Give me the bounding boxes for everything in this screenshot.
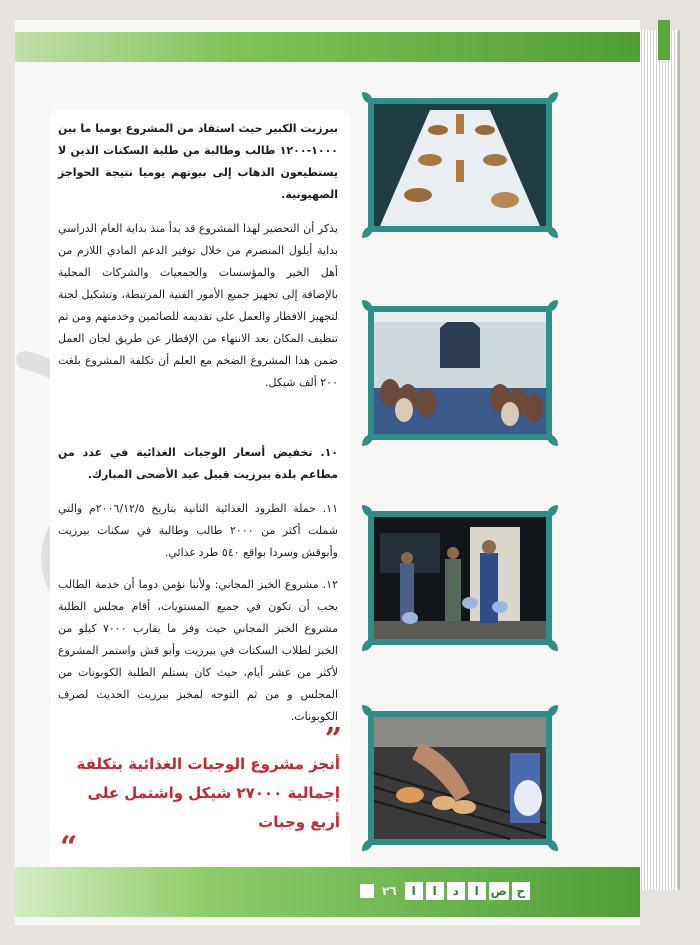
article-paragraph: يذكر أن التحضير لهذا المشروع قد بدأ منذ بداية العام الدراسي بداية أيلول المنصرم من خلال توفير الدعم المادي اللازم من أهل الخير والمؤسسات والجمعيات والشركات المحلية بالإضافة إلى تجهيز جميع الأمور الفنية المرتبطة، وتشكيل لجنة لتجهيز الافطار والعمل على تقديمه للصائمين وخدمتهم ومن ثم تنظيف المكان بعد الانتهاء من الإفطار عن طريق لجان العمل ضمن هذا المشروع الضخم مع العلم أن تكلفة المشروع بلغت ٢٠٠ ألف شيكل. [58,222,338,389]
page-edge-tab [658,20,670,60]
article-list-item: ١٠. تخفيض أسعار الوجبات الغذائية في عدد من مطاعم بلدة بيرزيت قبيل عيد الأضحى المبارك. [58,446,338,481]
bottom-green-band [15,867,640,917]
photo-frame-hall-iftar [360,298,560,448]
article-list-item: ١١. حملة الطرود الغذائية الثانية بتاريخ ٢٠٠٦/١٢/٥م والتي شملت أكثر من ٢٠٠٠ طالب وطالبة في سكنات بيرزيت وأبوقش وسردا بواقع ٥٤٠ طرد غذائي. [58,502,338,559]
bakery-bread-photo [360,703,560,853]
photo-frame-dining-table [360,90,560,240]
page-footer [360,878,530,904]
quote-open-mark: ” [324,722,342,757]
magazine-letter: د [447,882,465,900]
magazine-letter: ص [490,884,507,898]
article-text-card [50,110,350,870]
pull-quote: أنجز مشروع الوجبات الغذائية بتكلفة إجمالية ٢٧٠٠٠ شيكل واشتمل على أربع وجبات [76,755,340,831]
hall-iftar-photo [360,298,560,448]
magazine-page [15,20,640,925]
article-paragraph: بيرزيت الكبير حيث استفاد من المشروع يوميا ما بين ١٠٠٠-١٢٠٠ طالب وطالبة من طلبة السكنات الذين لا يستطيعون الذهاب إلى بيوتهم يوميا نتيجة الحواجز الصهيونية. [58,122,338,201]
food-parcels-photo [360,503,560,653]
magazine-letter: ا [426,882,444,900]
dining-table-photo [360,90,560,240]
page-stack-edges [636,30,680,890]
top-green-band [15,32,640,62]
magazine-letter: ا [405,882,423,900]
quote-close-mark: “ [60,830,78,865]
page-number: ٢٦ [382,884,397,898]
footer-square [360,884,374,898]
magazine-letter: ا [468,882,486,900]
magazine-name [405,882,530,900]
photo-frame-bakery-bread [360,703,560,853]
article-list-item: ١٢. مشروع الخبز المجاني: ولأننا نؤمن دوما أن خدمة الطالب يجب أن تكون في جميع المستويات، أقام مجلس الطلبة مشروع الخبز المجاني حيث وفر ما يقارب ٧٠٠٠ كيلو من الخبز لطلاب السكنات في بيرزيت وأبو قش واستمر المشروع لأكثر من عشر أيام، حيث كان يستلم الطلبة الكوبونات من المجلس و من ثم التوجه لمخبز بيرزيت الحديث لصرف الكوبونات. [58,578,338,723]
photo-frame-food-parcels [360,503,560,653]
magazine-letter: ح [512,882,530,900]
